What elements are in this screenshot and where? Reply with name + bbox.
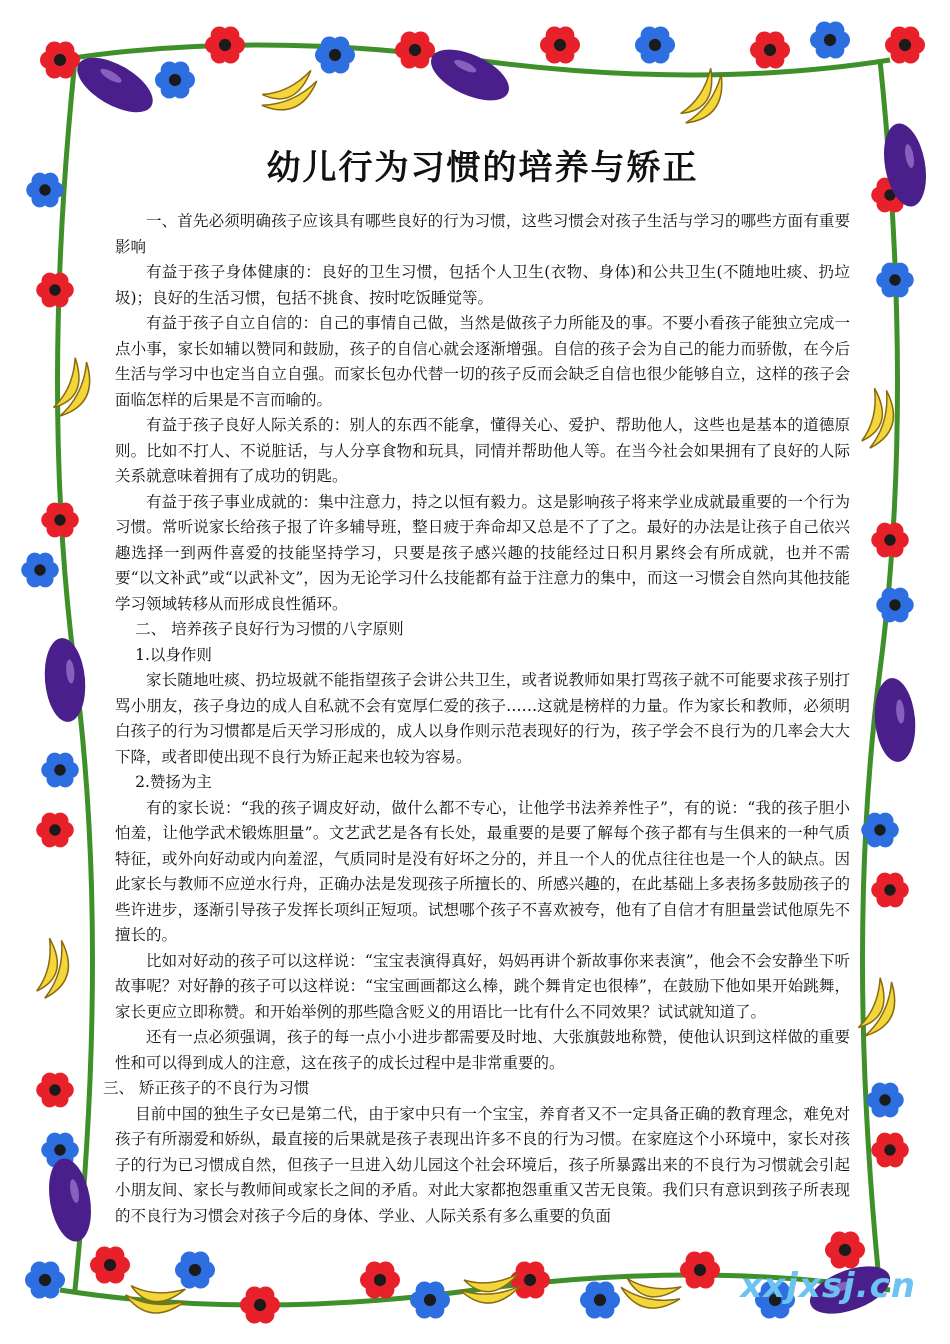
page-title: 幼儿行为习惯的培养与矫正 (266, 148, 699, 188)
red-flower-icon (884, 534, 895, 545)
red-flower-icon (554, 39, 566, 51)
red-flower-icon (49, 824, 60, 835)
blue-flower-icon (889, 274, 900, 285)
blue-flower-icon (39, 1274, 51, 1286)
paragraph: 有益于孩子自立自信的：自己的事情自己做，当然是做孩子力所能及的事。不要小看孩子能独立完成一点小事，家长如辅以赞同和鼓励，孩子的自信心就会逐渐增强。自信的孩子会为自己的能力而骄傲，在今后生活与学习中也定当自立自强。而家长包办代替一切的孩子反而会缺乏自信也很少能够自立，这样的孩子会面临怎样的后果是不言而喻的。 (115, 314, 850, 409)
red-flower-icon (764, 44, 776, 56)
paragraph: 目前中国的独生子女已是第二代，由于家中只有一个宝宝，养育者又不一定具备正确的教育理念，难免对孩子有所溺爱和娇纵，最直接的后果就是孩子表现出许多不良的行为习惯。在家庭这个小环境中，家长对孩子的行为已习惯成自然，但孩子一旦进入幼儿园这个社会环境后，孩子所暴露出来的不良行为习惯就会引起小朋友间、家长与教师间或家长之间的矛盾。对此大家都抱怨重重又苦无良策。我们只有意识到孩子所表现的不良行为习惯会对孩子今后的身体、学业、人际关系有多么重要的负面 (115, 1104, 850, 1225)
section-heading: 1.以身作则 (135, 645, 212, 664)
red-flower-icon (254, 1299, 266, 1311)
blue-flower-icon (329, 49, 341, 61)
red-flower-icon (104, 1259, 116, 1271)
red-flower-icon (839, 1244, 851, 1256)
blue-flower-icon (824, 34, 836, 46)
blue-flower-icon (54, 1144, 65, 1155)
paragraph: 有益于孩子事业成就的：集中注意力，持之以恒有毅力。这是影响孩子将来学业成就最重要的一个行为习惯。常听说家长给孩子报了许多辅导班，整日疲于奔命却又总是不了了之。最好的办法是让孩子自己依兴趣选择一到两件喜爱的技能坚持学习，只要是孩子感兴趣的技能经过日积月累终会有所成就，也并不需要“以文补武”或“以武补文”，因为无论学习什么技能都有益于注意力的集中，而这一习惯会自然向其他技能学习领域转移从而形成良性循环。 (115, 492, 850, 613)
paragraph: 一、首先必须明确孩子应该具有哪些良好的行为习惯，这些习惯会对孩子生活与学习的哪些方面有重要影响 (115, 212, 850, 256)
paragraph: 家长随地吐痰、扔垃圾就不能指望孩子会讲公共卫生，或者说教师如果打骂孩子就不可能要求孩子别打骂小朋友，孩子身边的成人自私就不会有宽厚仁爱的孩子……这就是榜样的力量。作为家长和教师，必须明白孩子的行为习惯都是后天学习形成的，成人以身作则示范表现好的行为，孩子学会不良行为的几率会大大下降，或者即使出现不良行为矫正起来也较为容易。 (115, 671, 850, 766)
red-flower-icon (49, 1084, 60, 1095)
section-heading: 二、 培养孩子良好行为习惯的八字原则 (135, 620, 404, 638)
eggplant-icon (43, 1155, 97, 1245)
paragraph: 有益于孩子身体健康的：良好的卫生习惯，包括个人卫生(衣物、身体)和公共卫生(不随地吐痰、扔垃圾)；良好的生活习惯，包括不挑食、按时吃饭睡觉等。 (115, 263, 850, 307)
blue-flower-icon (594, 1294, 606, 1306)
red-flower-icon (374, 1274, 386, 1286)
paragraph: 有益于孩子良好人际关系的：别人的东西不能拿，懂得关心、爱护、帮助他人，这些也是基本的道德原则。比如不打人、不说脏话，与人分享食物和玩具，同情并帮助他人等。在当今社会如果拥有了良好的人际关系就意味着拥有了成功的钥匙。 (115, 416, 850, 485)
red-flower-icon (899, 39, 911, 51)
blue-flower-icon (649, 39, 661, 51)
red-flower-icon (409, 44, 421, 56)
red-flower-icon (694, 1264, 706, 1276)
red-flower-icon (884, 884, 895, 895)
blue-flower-icon (34, 564, 45, 575)
red-flower-icon (49, 284, 60, 295)
document-paragraphs (103, 209, 850, 1229)
paragraph: 还有一点必须强调，孩子的每一点小小进步都需要及时地、大张旗鼓地称赞，使他认识到这样做的重要性和可以得到成人的注意，这在孩子的成长过程中是非常重要的。 (115, 1028, 850, 1072)
red-flower-icon (884, 1144, 895, 1155)
blue-flower-icon (889, 599, 900, 610)
eggplant-icon (423, 39, 516, 111)
red-flower-icon (54, 514, 65, 525)
blue-flower-icon (879, 1094, 890, 1105)
blue-flower-icon (54, 764, 65, 775)
red-flower-icon (524, 1274, 536, 1286)
red-flower-icon (219, 39, 231, 51)
blue-flower-icon (424, 1294, 436, 1306)
watermark-logo: xxjxsj.cn (740, 1266, 916, 1306)
section-heading: 三、 矫正孩子的不良行为习惯 (103, 1079, 310, 1097)
paragraph: 比如对好动的孩子可以这样说：“宝宝表演得真好，妈妈再讲个新故事你来表演”，他会不会安静坐下听故事呢？对好静的孩子可以这样说：“宝宝画画都这么棒，跳个舞肯定也很棒”，在鼓励下他如果开始跳舞，家长更应立即称赞。和开始举例的那些隐含贬义的用语比一比有什么不同效果？试试就知道了。 (115, 951, 850, 1021)
blue-flower-icon (169, 74, 181, 86)
document-body (103, 140, 850, 1229)
red-flower-icon (54, 54, 66, 66)
blue-flower-icon (39, 184, 50, 195)
paragraph: 有的家长说：“我的孩子调皮好动，做什么都不专心，让他学书法养养性子”，有的说：“我的孩子胆小怕羞，让他学武术锻炼胆量”。文艺武艺是各有长处，最重要的是要了解每个孩子都有与生俱来的一种气质特征，或外向好动或内向羞涩，气质同时是没有好坏之分的，并且一个人的优点往往也是一个人的缺点。因此家长与教师不应逆水行舟，正确办法是发现孩子所擅长的、所感兴趣的，在此基础上多表扬多鼓励孩子的些许进步，逐渐引导孩子发挥长项纠正短项。试想哪个孩子不喜欢被夸，他有了自信才有胆量尝试他原先不擅长的。 (115, 798, 850, 944)
blue-flower-icon (189, 1264, 201, 1276)
section-heading: 2.赞扬为主 (135, 773, 212, 791)
blue-flower-icon (874, 824, 885, 835)
